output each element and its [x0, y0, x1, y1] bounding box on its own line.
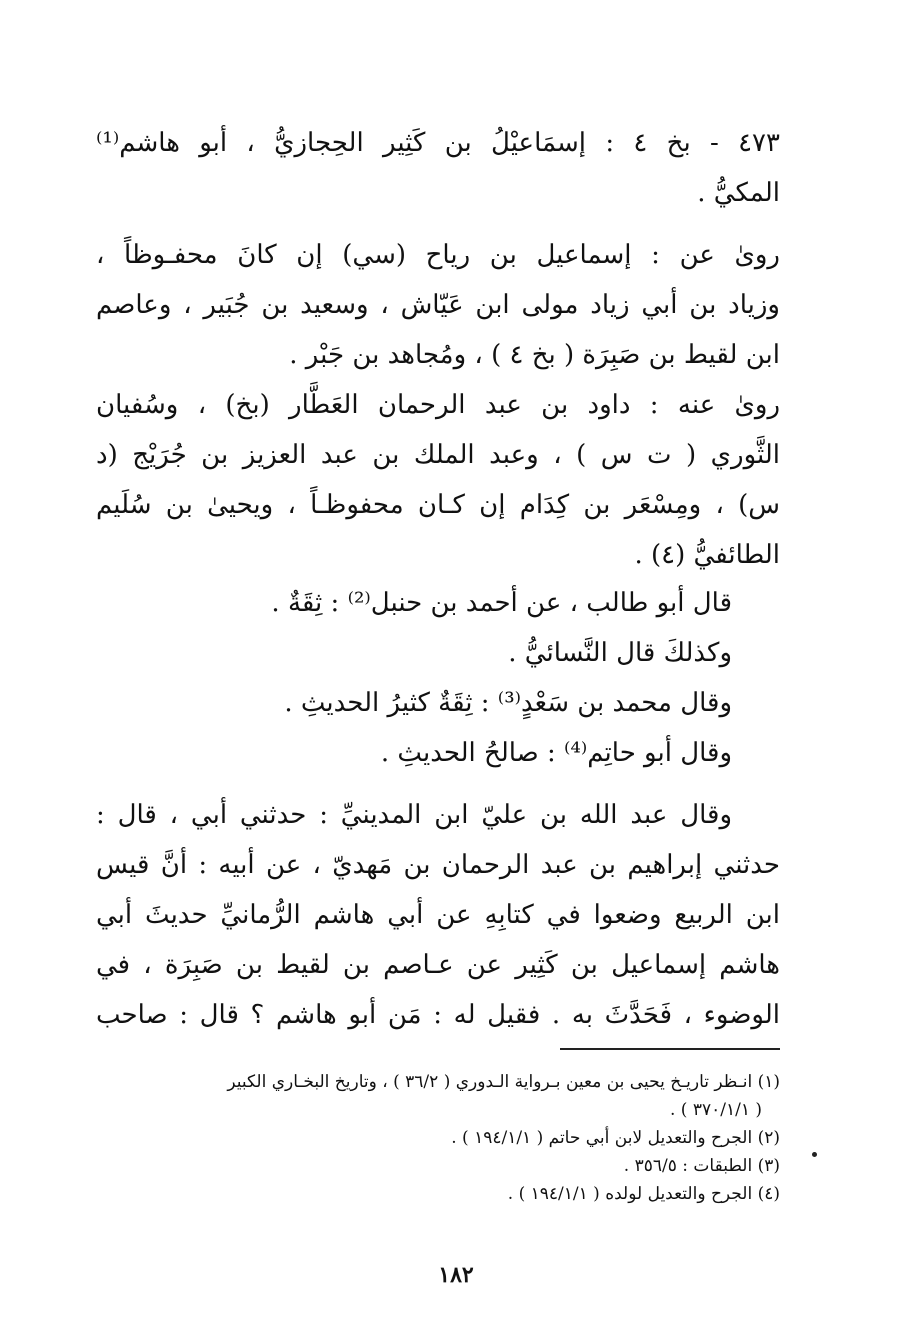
- text-line: ابن الربيع وضعوا في كتابِهِ عن أبي هاشم الرُّمانيِّ حديثَ أبي: [96, 900, 780, 930]
- text-line: المكيُّ .: [697, 178, 780, 208]
- footnote-line: ( ٣٧٠/١/١ ) .: [670, 1100, 762, 1120]
- text-line: حدثني إبراهيم بن عبد الرحمان بن مَهديّ ، عن أبيه : أنَّ قيس: [96, 850, 780, 880]
- footnote-line: (٤) الجرح والتعديل لولده ( ١٩٤/١/١ ) .: [507, 1184, 780, 1204]
- saying-line: وقال أبو حاتِم⁽⁴⁾ : صالحُ الحديثِ .: [380, 738, 732, 768]
- text-line: وزياد بن أبي زياد مولى ابن عَيّاش ، وسعيد بن جُبَير ، وعاصم: [96, 290, 780, 320]
- footnotes: [96, 1068, 780, 1208]
- text-line: روىٰ عن : إسماعيل بن رياح (سي) إن كانَ محفـوظاً ،: [96, 240, 780, 270]
- text-line: س) ، ومِسْعَر بن كِدَام إن كـان محفوظـاً ، ويحيىٰ بن سُلَيم: [96, 490, 780, 520]
- text-line: هاشم إسماعيل بن كَثِير عن عـاصم بن لقيط بن صَبِرَة ، في: [96, 950, 780, 980]
- footnote-divider: [560, 1048, 780, 1050]
- saying-line: قال أبو طالب ، عن أحمد بن حنبل⁽²⁾ : ثِقَةٌ .: [271, 588, 732, 618]
- text-line: ٤٧٣ - بخ ٤ : إسمَاعيْلُ بن كَثِير الحِجازيُّ ، أبو هاشم⁽¹⁾: [96, 128, 780, 158]
- text-line: الوضوء ، فَحَدَّثَ به . فقيل له : مَن أبو هاشم ؟ قال : صاحب: [96, 1000, 780, 1030]
- saying-line: وكذلكَ قال النَّسائيُّ .: [508, 638, 732, 668]
- text-line: الطائفيُّ (٤) .: [634, 540, 780, 570]
- narrated-from-paragraph: [96, 230, 780, 380]
- text-line: ابن لقيط بن صَبِرَة ( بخ ٤ ) ، ومُجاهد بن جَبْر .: [289, 340, 780, 370]
- text-line: روىٰ عنه : داود بن عبد الرحمان العَطَّار (بخ) ، وسُفيان: [96, 390, 780, 420]
- saying-line: وقال محمد بن سَعْدٍ⁽³⁾ : ثِقَةٌ كثيرُ الحديثِ .: [284, 688, 732, 718]
- entry-heading: [96, 118, 780, 218]
- text-line: الثَّوري ( ت س ) ، وعبد الملك بن عبد العزيز بن جُرَيْج (د: [96, 440, 780, 470]
- sayings-paragraph: [96, 578, 780, 778]
- madini-paragraph: [96, 790, 780, 1040]
- page-number: ١٨٢: [438, 1262, 474, 1288]
- narrated-by-paragraph: [96, 380, 780, 580]
- footnote-line: (٣) الطبقات : ٣٥٦/٥ .: [623, 1156, 780, 1176]
- text-line: وقال عبد الله بن عليّ ابن المدينيِّ : حدثني أبي ، قال :: [96, 800, 732, 830]
- footnote-line: (١) انـظر تاريـخ يحيى بن معين بـرواية الـدوري ( ٣٦/٢ ) ، وتاريخ البخـاري الكبير: [227, 1072, 780, 1092]
- footnote-line: (٢) الجرح والتعديل لابن أبي حاتم ( ١٩٤/١/١ ) .: [451, 1128, 780, 1148]
- scan-speck: [812, 1152, 817, 1157]
